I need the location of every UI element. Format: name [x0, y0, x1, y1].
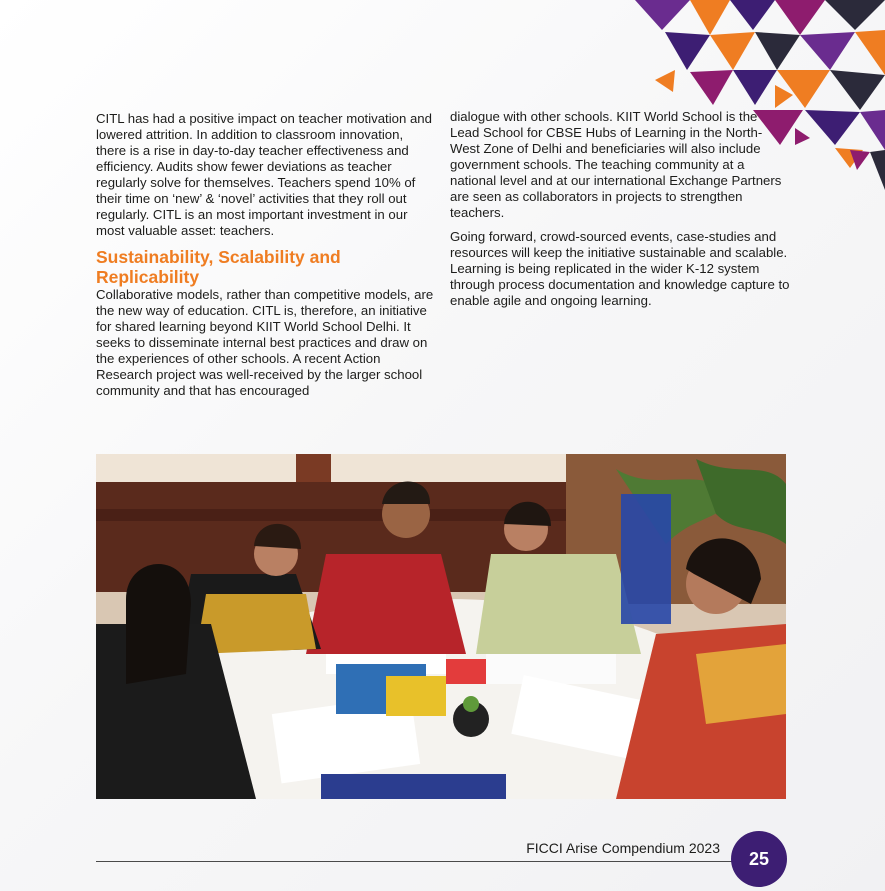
section-heading: Sustainability, Scalability and Replicability [96, 247, 341, 287]
page-number: 25 [748, 848, 770, 869]
right-paragraph-2: Going forward, crowd-sourced events, case-studies and resources will keep the initiative sustainable and scalable. Learning is being replicated in the wider K-12 system through process documentation and knowledge capture to enable agile and ongoing learning. [450, 229, 790, 308]
footer-divider [96, 861, 732, 862]
right-text-column [450, 109, 790, 317]
left-paragraph-1: CITL has had a positive impact on teacher motivation and lowered attrition. In addition to classroom innovation, there is a rise in day-to-day teacher effectiveness and efficiency. Audits show fewer deviations as teacher regularly solve for themselves. Teachers spend 10% of their time on ‘new’ & ‘novel’ activities that they roll out regularly. CITL is an most important investment in our most valuable asset: teachers. [96, 111, 432, 238]
left-text-column [96, 111, 434, 407]
page-number-badge [731, 831, 787, 887]
right-paragraph-1: dialogue with other schools. KIIT World School is the Lead School for CBSE Hubs of Learning in the North-West Zone of Delhi and beneficiaries will also include government schools. The teaching community at a national level and at our international Exchange Partners are seen as collaborators in projects to strengthen teachers. [450, 109, 782, 220]
footer-publication-title: FICCI Arise Compendium 2023 [526, 840, 720, 856]
left-paragraph-2: Collaborative models, rather than competitive models, are the new way of education. CITL is, therefore, an initiative for shared learning beyond KIIT World School Delhi. It seeks to disseminate internal best practices and draw on the experiences of other schools. A recent Action Research project was well-received by the larger school community and that has encouraged [96, 287, 434, 398]
teachers-workshop-photo [96, 454, 786, 799]
